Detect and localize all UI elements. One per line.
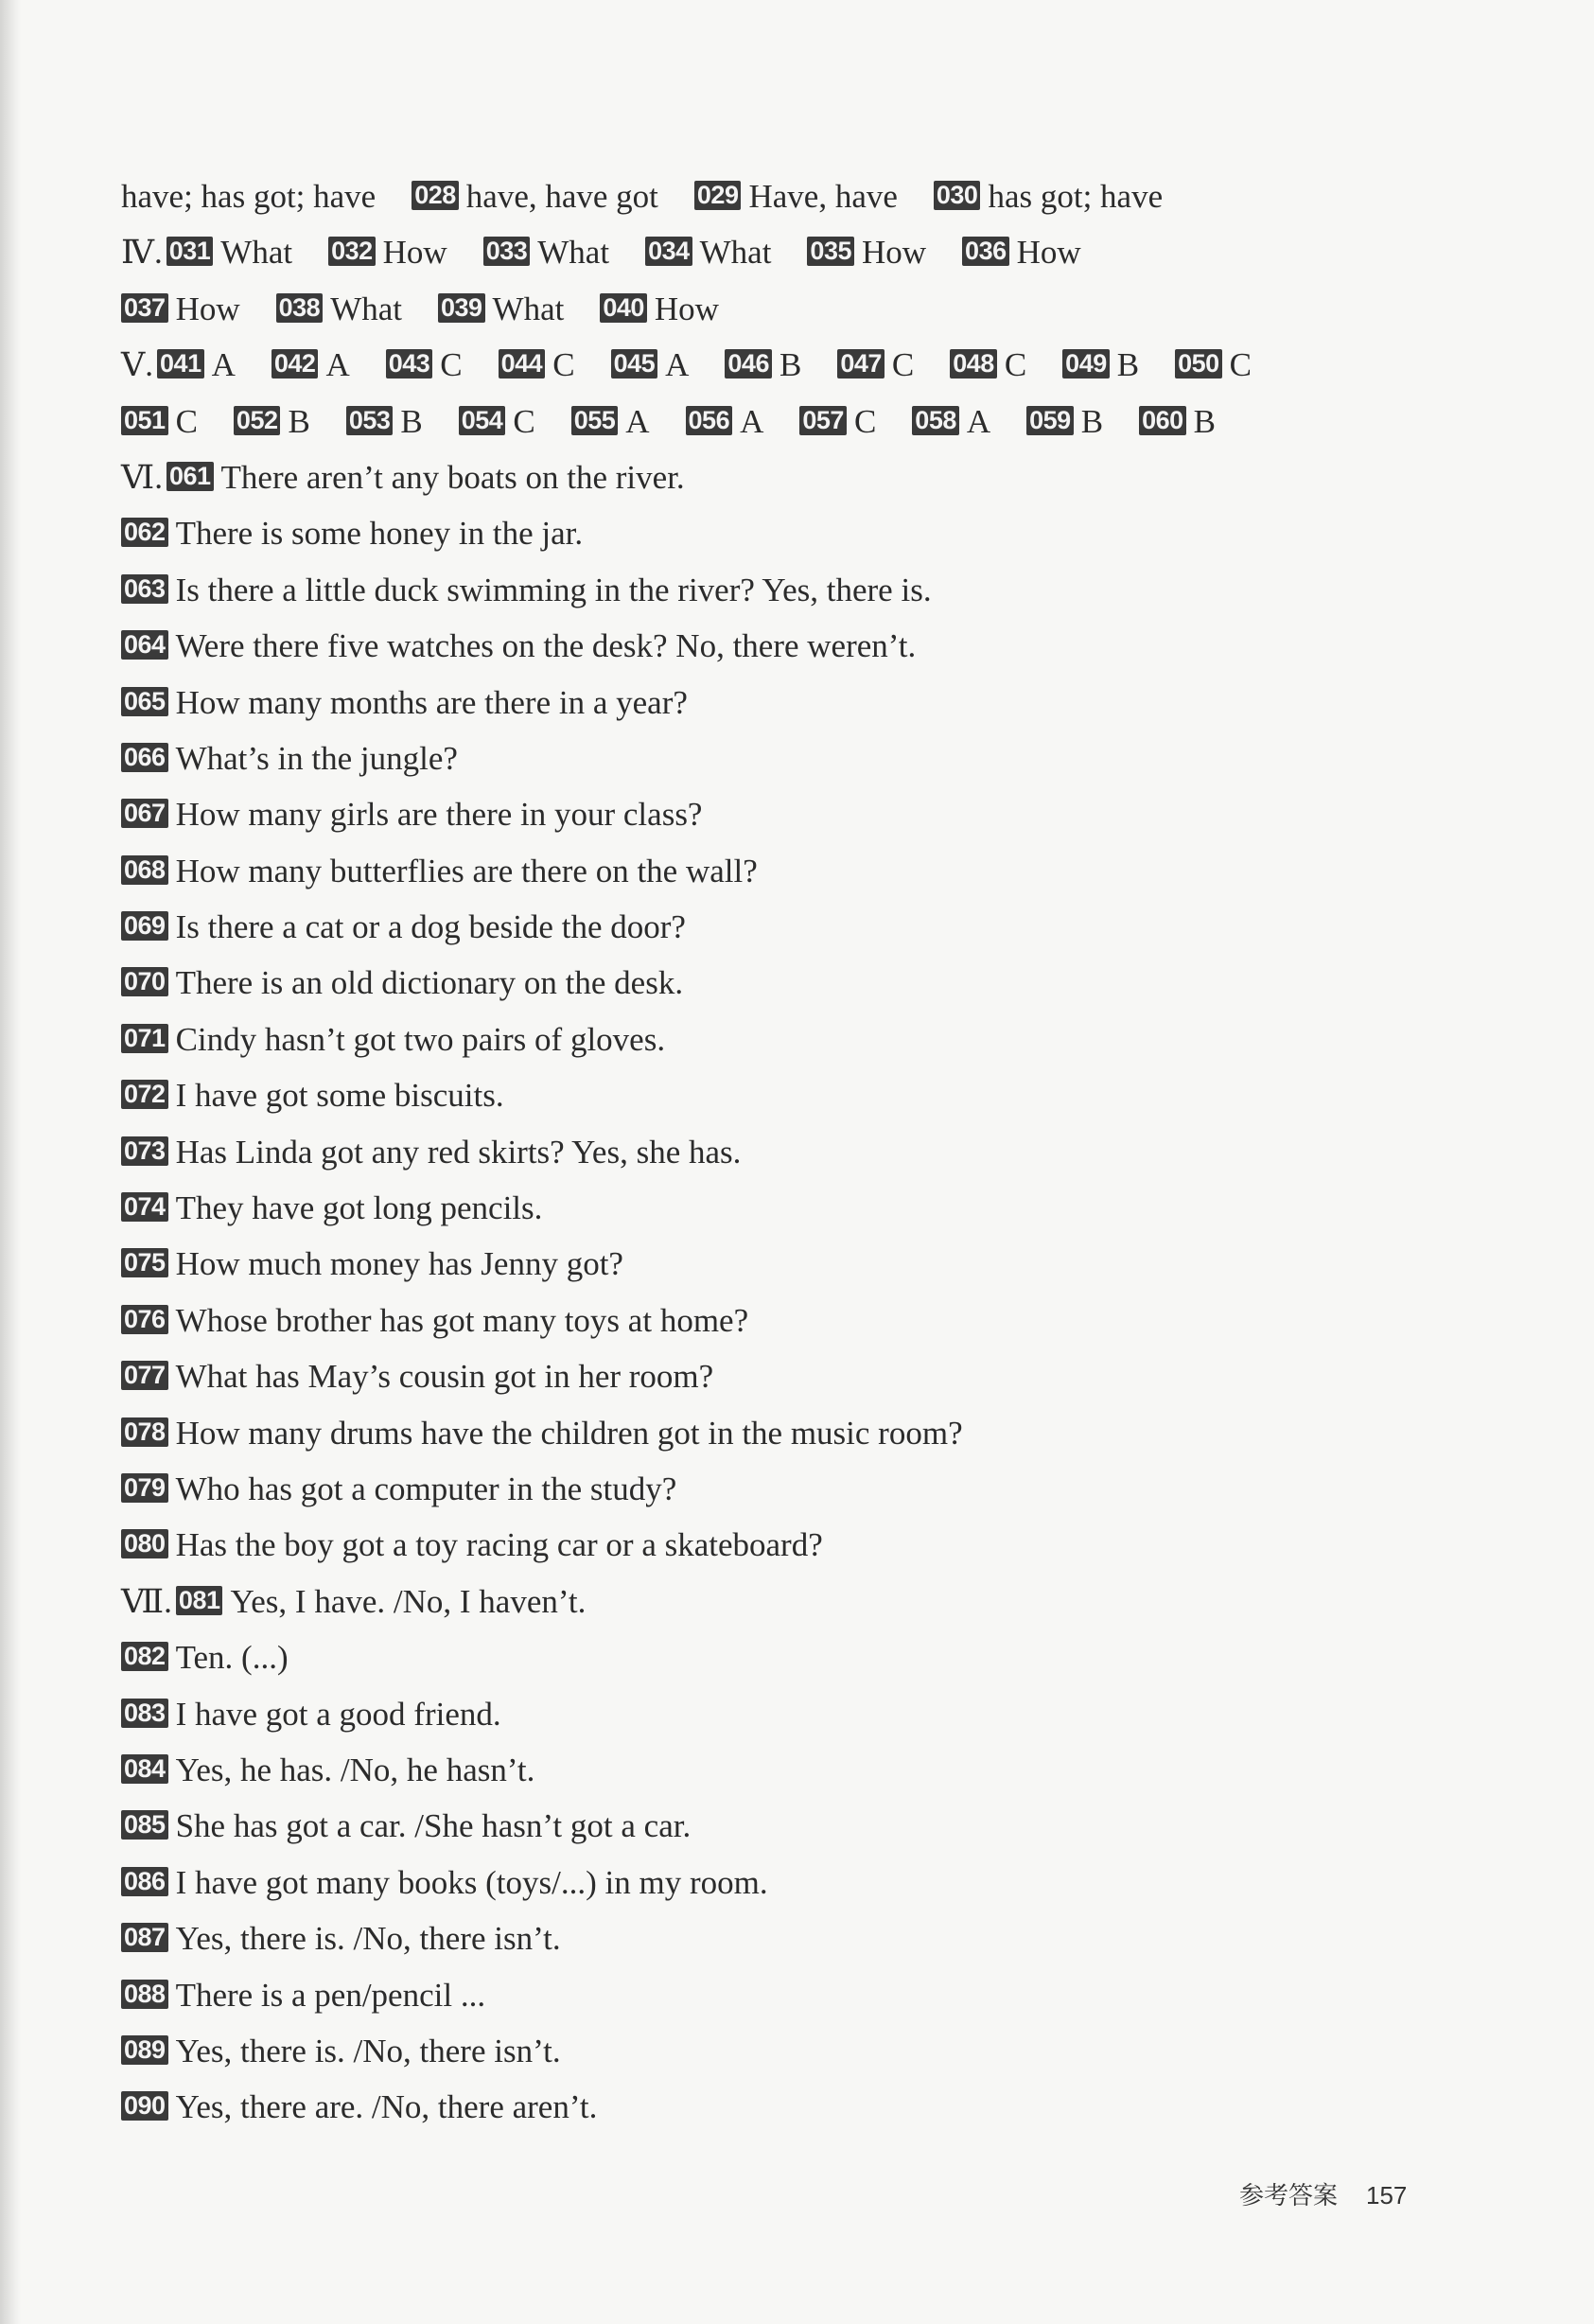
answer-item (121, 1077, 504, 1114)
answer-text: There is a pen/pencil ... (175, 1976, 486, 2014)
answer-text: Yes, there is. /No, there isn’t. (175, 2032, 561, 2069)
answer-text: B (1193, 402, 1216, 440)
question-number-badge: 088 (121, 1980, 168, 2009)
question-number-badge: 078 (121, 1417, 168, 1447)
answer-item (121, 1864, 768, 1901)
answer-text: B (288, 402, 310, 440)
question-number-badge: 036 (962, 237, 1009, 266)
answer-item (121, 684, 688, 721)
answer-text: C (1004, 346, 1027, 384)
answer-item (272, 346, 350, 383)
answer-item (121, 1920, 561, 1957)
answer-text: A (740, 402, 764, 440)
answer-text: B (1116, 346, 1140, 384)
answer-line (121, 449, 1464, 505)
question-number-badge: 049 (1062, 349, 1110, 379)
answer-item (121, 853, 758, 889)
answer-item (962, 234, 1081, 271)
answer-item (686, 403, 764, 440)
question-number-badge: 065 (121, 687, 168, 716)
answer-text: Yes, there is. /No, there isn’t. (175, 1920, 561, 1958)
question-number-badge: 062 (121, 518, 168, 547)
question-number-badge: 043 (386, 349, 433, 379)
answer-line (121, 1967, 1464, 2023)
answer-text: C (891, 346, 915, 384)
question-number-badge: 042 (272, 349, 319, 379)
answer-text: What has May’s cousin got in her room? (175, 1358, 714, 1396)
answer-text: Yes, he has. /No, he hasn’t. (175, 1751, 535, 1788)
answer-text: Cindy hasn’t got two pairs of gloves. (175, 1020, 666, 1058)
answer-item (346, 403, 423, 440)
answer-text: C (175, 402, 198, 440)
answer-text: Were there five watches on the desk? No, there weren’t. (175, 627, 917, 665)
answer-item (571, 403, 650, 440)
answer-line (121, 2079, 1464, 2135)
answer-item (234, 403, 310, 440)
answer-item (176, 1583, 586, 1620)
answer-item (412, 178, 658, 215)
answer-item (1062, 346, 1139, 383)
question-number-badge: 044 (499, 349, 546, 379)
answer-item (600, 290, 719, 327)
question-number-badge: 028 (412, 181, 459, 210)
answer-item (121, 1639, 289, 1676)
question-number-badge: 080 (121, 1529, 168, 1558)
answer-item (121, 403, 198, 440)
section-number: Ⅵ. (121, 458, 163, 496)
answer-text: How many drums have the children got in the music room? (175, 1414, 963, 1452)
answer-text: There aren’t any boats on the river. (220, 458, 685, 496)
answer-item (1139, 403, 1216, 440)
question-number-badge: 073 (121, 1136, 168, 1166)
question-number-badge: 051 (121, 406, 168, 435)
question-number-badge: 040 (600, 293, 647, 323)
answer-line (121, 1124, 1464, 1180)
question-number-badge: 068 (121, 855, 168, 885)
answer-text: There is an old dictionary on the desk. (175, 964, 684, 1002)
answer-text: C (513, 402, 535, 440)
section-number: Ⅴ. (121, 346, 154, 384)
question-number-badge: 050 (1175, 349, 1222, 379)
question-number-badge: 053 (346, 406, 394, 435)
answer-text: What (330, 290, 402, 327)
question-number-badge: 056 (686, 406, 733, 435)
page-footer (1239, 2176, 1407, 2211)
answer-item (121, 1807, 691, 1844)
answer-text: How many girls are there in your class? (175, 796, 703, 834)
answer-text: Has Linda got any red skirts? Yes, she has. (175, 1133, 742, 1171)
question-number-badge: 082 (121, 1642, 168, 1671)
answer-line (121, 224, 1464, 280)
answer-line (121, 394, 1464, 449)
question-number-badge: 054 (459, 406, 506, 435)
question-number-badge: 071 (121, 1024, 168, 1053)
answer-line (121, 618, 1464, 674)
answer-text: She has got a car. /She hasn’t got a car. (175, 1807, 692, 1845)
answer-text: What (492, 290, 565, 327)
answer-line (121, 731, 1464, 786)
answer-item (121, 2088, 597, 2125)
answer-line (121, 281, 1464, 337)
answer-line (121, 1012, 1464, 1067)
answer-text: How much money has Jenny got? (175, 1245, 623, 1283)
answer-text: How many months are there in a year? (175, 683, 688, 721)
answer-text: have; has got; have (121, 178, 377, 215)
answer-text: B (779, 346, 802, 384)
question-number-badge: 037 (121, 293, 168, 323)
page-number: 157 (1366, 2181, 1408, 2210)
question-number-badge: 084 (121, 1754, 168, 1784)
answer-line (121, 955, 1464, 1011)
answer-item (166, 234, 292, 271)
section-number: Ⅶ. (121, 1582, 172, 1620)
question-number-badge: 039 (438, 293, 485, 323)
answer-line (121, 1686, 1464, 1742)
question-number-badge: 086 (121, 1867, 168, 1896)
answer-text: There is some honey in the jar. (175, 515, 584, 553)
answer-line (121, 1236, 1464, 1292)
answer-text: Ten. (...) (175, 1639, 289, 1677)
answer-item (694, 178, 898, 215)
answer-item (725, 346, 801, 383)
answer-item (121, 1526, 823, 1563)
answer-item (121, 1302, 748, 1339)
answer-item (121, 2033, 561, 2069)
answer-text: Yes, I have. /No, I haven’t. (230, 1582, 587, 1620)
answer-text: How (861, 234, 927, 272)
answer-item (912, 403, 990, 440)
answer-item (276, 290, 402, 327)
question-number-badge: 048 (950, 349, 997, 379)
answer-line (121, 786, 1464, 842)
answer-line (121, 1517, 1464, 1573)
answer-text: Have, have (748, 178, 898, 215)
answer-line (121, 2023, 1464, 2079)
question-number-badge: 072 (121, 1080, 168, 1109)
question-number-badge: 070 (121, 967, 168, 996)
answer-line (121, 1855, 1464, 1910)
answer-line (121, 1742, 1464, 1798)
answer-item (438, 290, 564, 327)
answer-text: has got; have (988, 178, 1164, 215)
question-number-badge: 030 (934, 181, 981, 210)
question-number-badge: 032 (328, 237, 376, 266)
answer-text: Yes, there are. /No, there aren’t. (175, 2088, 598, 2126)
answer-item (386, 346, 463, 383)
answer-item (1175, 346, 1252, 383)
answer-text: How (1016, 234, 1081, 272)
question-number-badge: 035 (807, 237, 854, 266)
answer-text: A (966, 402, 991, 440)
answer-text: C (440, 346, 463, 384)
answer-line (121, 675, 1464, 731)
answer-item (483, 234, 609, 271)
answer-line (121, 1293, 1464, 1348)
answer-text: How (382, 234, 447, 272)
answer-line (121, 1461, 1464, 1517)
answer-text: B (1080, 402, 1104, 440)
answer-item (121, 515, 583, 552)
question-number-badge: 047 (837, 349, 885, 379)
answer-item (121, 290, 240, 327)
question-number-badge: 046 (725, 349, 772, 379)
answer-text: How many butterflies are there on the wall? (175, 852, 758, 889)
answer-text: B (400, 402, 423, 440)
answer-item (799, 403, 876, 440)
answer-text: What (699, 234, 772, 272)
answer-text: C (853, 402, 877, 440)
question-number-badge: 081 (176, 1586, 223, 1615)
question-number-badge: 033 (483, 237, 531, 266)
answer-item (499, 346, 575, 383)
answer-item (121, 740, 458, 777)
answer-item (645, 234, 771, 271)
answer-item (121, 1189, 542, 1226)
answer-item (807, 234, 926, 271)
answer-item (121, 1415, 963, 1452)
answer-item (121, 1470, 676, 1507)
answer-text: C (552, 346, 575, 384)
question-number-badge: 087 (121, 1923, 168, 1952)
question-number-badge: 058 (912, 406, 959, 435)
answer-item (121, 1358, 713, 1395)
answer-text: Who has got a computer in the study? (175, 1470, 677, 1507)
question-number-badge: 064 (121, 630, 168, 660)
question-number-badge: 074 (121, 1192, 168, 1222)
answer-key-content (121, 168, 1464, 2136)
answer-line (121, 1180, 1464, 1236)
answer-item (166, 459, 685, 496)
answer-text: Is there a cat or a dog beside the door? (175, 908, 686, 946)
answer-line (121, 562, 1464, 618)
question-number-badge: 061 (166, 462, 214, 491)
answer-line (121, 1067, 1464, 1123)
answer-item (157, 346, 236, 383)
answer-text: They have got long pencils. (175, 1189, 543, 1227)
answer-line (121, 1629, 1464, 1685)
question-number-badge: 063 (121, 574, 168, 604)
answer-line (121, 1574, 1464, 1629)
question-number-badge: 090 (121, 2091, 168, 2121)
footer-label: 参考答案 (1239, 2182, 1339, 2210)
answer-line (121, 1910, 1464, 1966)
answer-item (121, 796, 702, 833)
answer-item (121, 1752, 534, 1788)
answer-text: I have got a good friend. (175, 1695, 501, 1733)
answer-text: A (211, 346, 236, 384)
answer-text: I have got many books (toys/...) in my room. (175, 1863, 768, 1901)
question-number-badge: 059 (1026, 406, 1074, 435)
question-number-badge: 077 (121, 1361, 168, 1390)
answer-text: have, have got (465, 178, 658, 215)
answer-item (121, 627, 916, 664)
question-number-badge: 038 (276, 293, 324, 323)
question-number-badge: 029 (694, 181, 742, 210)
question-number-badge: 041 (157, 349, 204, 379)
question-number-badge: 045 (611, 349, 658, 379)
answer-item (328, 234, 447, 271)
answer-text: How (654, 290, 719, 327)
answer-item (121, 964, 683, 1001)
answer-item (121, 908, 686, 945)
answer-text: How (175, 290, 240, 327)
question-number-badge: 031 (166, 237, 214, 266)
answer-item (121, 1696, 501, 1733)
answer-line (121, 168, 1464, 224)
question-number-badge: 069 (121, 911, 168, 941)
answer-item (611, 346, 690, 383)
answer-item (459, 403, 535, 440)
answer-text: A (325, 346, 350, 384)
answer-item (950, 346, 1026, 383)
answer-line (121, 899, 1464, 955)
answer-item (121, 1021, 665, 1058)
answer-text: I have got some biscuits. (175, 1077, 504, 1115)
answer-line (121, 505, 1464, 561)
answer-text: What (537, 234, 610, 272)
question-number-badge: 066 (121, 743, 168, 772)
answer-text: What’s in the jungle? (175, 739, 458, 777)
question-number-badge: 076 (121, 1305, 168, 1334)
question-number-badge: 075 (121, 1248, 168, 1277)
answer-item (121, 1245, 623, 1282)
answer-text: Whose brother has got many toys at home? (175, 1301, 749, 1339)
question-number-badge: 055 (571, 406, 619, 435)
answer-text: Has the boy got a toy racing car or a skateboard? (175, 1526, 823, 1564)
answer-line (121, 843, 1464, 899)
answer-text: A (665, 346, 690, 384)
question-number-badge: 057 (799, 406, 847, 435)
question-number-badge: 060 (1139, 406, 1186, 435)
answer-item (934, 178, 1163, 215)
answer-item (121, 1977, 485, 2014)
question-number-badge: 052 (234, 406, 281, 435)
question-number-badge: 034 (645, 237, 692, 266)
answer-line (121, 1798, 1464, 1854)
page-edge-shadow (0, 0, 21, 2324)
question-number-badge: 079 (121, 1473, 168, 1503)
answer-item (837, 346, 914, 383)
section-number: Ⅳ. (121, 234, 163, 272)
answer-line (121, 1405, 1464, 1461)
answer-line (121, 1348, 1464, 1404)
answer-item (1026, 403, 1103, 440)
answer-item (121, 1134, 741, 1171)
question-number-badge: 089 (121, 2035, 168, 2065)
question-number-badge: 085 (121, 1810, 168, 1840)
answer-item (121, 572, 932, 608)
question-number-badge: 083 (121, 1699, 168, 1728)
question-number-badge: 067 (121, 799, 168, 828)
answer-text: C (1229, 346, 1252, 384)
answer-text: Is there a little duck swimming in the river? Yes, there is. (175, 571, 932, 608)
answer-text: What (220, 234, 293, 272)
answer-line (121, 337, 1464, 393)
answer-text: A (625, 402, 650, 440)
